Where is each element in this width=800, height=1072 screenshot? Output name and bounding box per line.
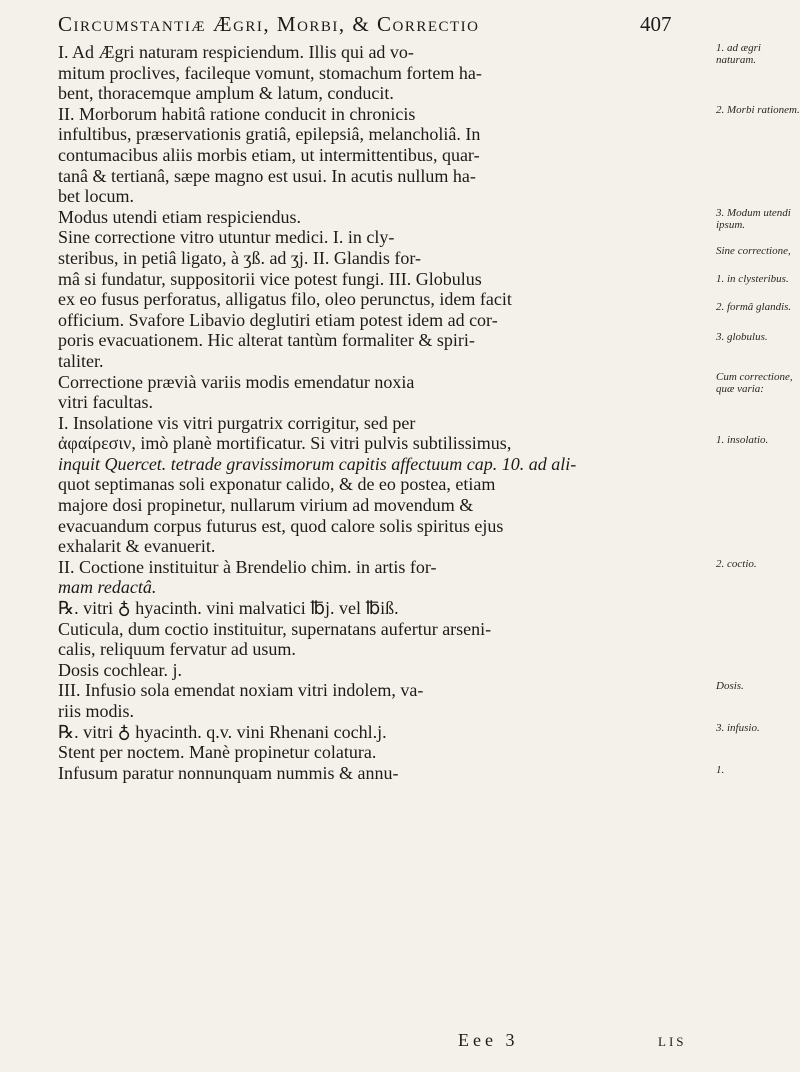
margin-note: 1. insolatio. xyxy=(716,434,769,446)
margin-note: Cum correctione, quæ varia: xyxy=(716,371,793,395)
text-line: calis, reliquum fervatur ad usum. xyxy=(58,639,296,660)
margin-note: 3. Modum utendi ipsum. xyxy=(716,207,791,231)
text-line: Stent per noctem. Manè propinetur colatura. xyxy=(58,742,377,763)
text-line: I. Ad Ægri naturam respiciendum. Illis qui ad vo- xyxy=(58,42,414,62)
text-line: quot septimanas soli exponatur calido, & de eo postea, etiam xyxy=(58,474,496,495)
text-line: riis modis. xyxy=(58,701,135,721)
margin-note: 2. Morbi rationem. xyxy=(716,104,800,116)
text-line: II. Morborum habitâ ratione conducit in chronicis xyxy=(58,103,416,124)
text-line: tanâ & tertianâ, sæpe magno est usui. In acutis nullum ha- xyxy=(58,165,476,186)
text-line: Dosis cochlear. j. xyxy=(58,659,182,680)
text-line: ℞. vitri ♁ hyacinth. q.v. vini Rhenani cochl.j. xyxy=(58,721,387,742)
text-line: I. Insolatione vis vitri purgatrix corrigitur, sed per xyxy=(58,412,416,433)
text-line: officium. Svafore Libavio deglutiri etiam potest idem ad cor- xyxy=(58,309,498,330)
text-line: steribus, in petiâ ligato, à ʒß. ad ʒj. II. Glandis for- xyxy=(58,247,422,268)
text-line: III. Infusio sola emendat noxiam vitri indolem, va- xyxy=(58,680,424,701)
margin-note: 1. xyxy=(716,764,725,776)
text-line: poris evacuationem. Hic alterat tantùm formaliter & spiri- xyxy=(58,330,475,351)
text-line: ἀφαίρεσιν, imò planè mortificatur. Si vitri pulvis subtilissimus, xyxy=(58,433,512,454)
text-line: Modus utendi etiam respiciendus. xyxy=(58,206,301,227)
catchword: lis xyxy=(658,1030,687,1050)
margin-note: 2. formâ glandis. xyxy=(716,301,792,313)
text-line: Correctione prævià variis modis emendatur noxia xyxy=(58,371,415,392)
text-column xyxy=(58,42,710,783)
text-line: majore dosi propinetur, nullarum virium ad movendum & xyxy=(58,495,474,516)
text-line: taliter. xyxy=(58,350,104,371)
text-line: mâ si fundatur, suppositorii vice potest fungi. III. Globulus xyxy=(58,268,482,289)
margin-note: 1. in clysteribus. xyxy=(716,273,789,285)
margin-note: Dosis. xyxy=(716,680,744,692)
margin-note: 2. coctio. xyxy=(716,558,757,570)
text-line: bet locum. xyxy=(58,186,134,207)
text-line: mitum proclives, facileque vomunt, stomachum fortem ha- xyxy=(58,62,482,83)
margin-note: 3. globulus. xyxy=(716,331,768,343)
text-line: exhalarit & evanuerit. xyxy=(58,536,216,557)
text-line: contumacibus aliis morbis etiam, ut intermittentibus, quar- xyxy=(58,144,480,165)
text-line: II. Coctione instituitur à Brendelio chim. in artis for- xyxy=(58,556,437,577)
text-line: vitri facultas. xyxy=(58,392,153,413)
text-line: bent, thoracemque amplum & latum, conducit. xyxy=(58,83,394,104)
margin-note: 1. ad ægri naturam. xyxy=(716,42,761,66)
text-line: inquit Quercet. tetrade gravissimorum capitis affectuum cap. 10. ad ali- xyxy=(58,453,577,474)
text-line: evacuandum corpus futurus est, quod calore solis spiritus ejus xyxy=(58,515,504,536)
text-line: Infusum paratur nonnunquam nummis & annu- xyxy=(58,762,399,783)
signature-mark: Eee 3 xyxy=(458,1030,519,1050)
text-line: ex eo fusus perforatus, alligatus filo, oleo perunctus, idem facit xyxy=(58,289,512,310)
margin-note: 3. infusio. xyxy=(716,722,760,734)
text-line: mam redactâ. xyxy=(58,577,157,598)
text-line: infultibus, præservationis gratiâ, epilepsiâ, melancholiâ. In xyxy=(58,124,481,145)
text-line: ℞. vitri ♁ hyacinth. vini malvatici ℔j. vel ℔iß. xyxy=(58,598,399,619)
text-line: Cuticula, dum coctio instituitur, supernatans aufertur arseni- xyxy=(58,618,492,639)
page-number: 407 xyxy=(640,12,672,36)
text-line: Sine correctione vitro utuntur medici. I. in cly- xyxy=(58,227,395,248)
running-title: Circumstantiæ Ægri, Morbi, & Correctio xyxy=(58,12,480,36)
margin-note: Sine correctione, xyxy=(716,245,791,257)
